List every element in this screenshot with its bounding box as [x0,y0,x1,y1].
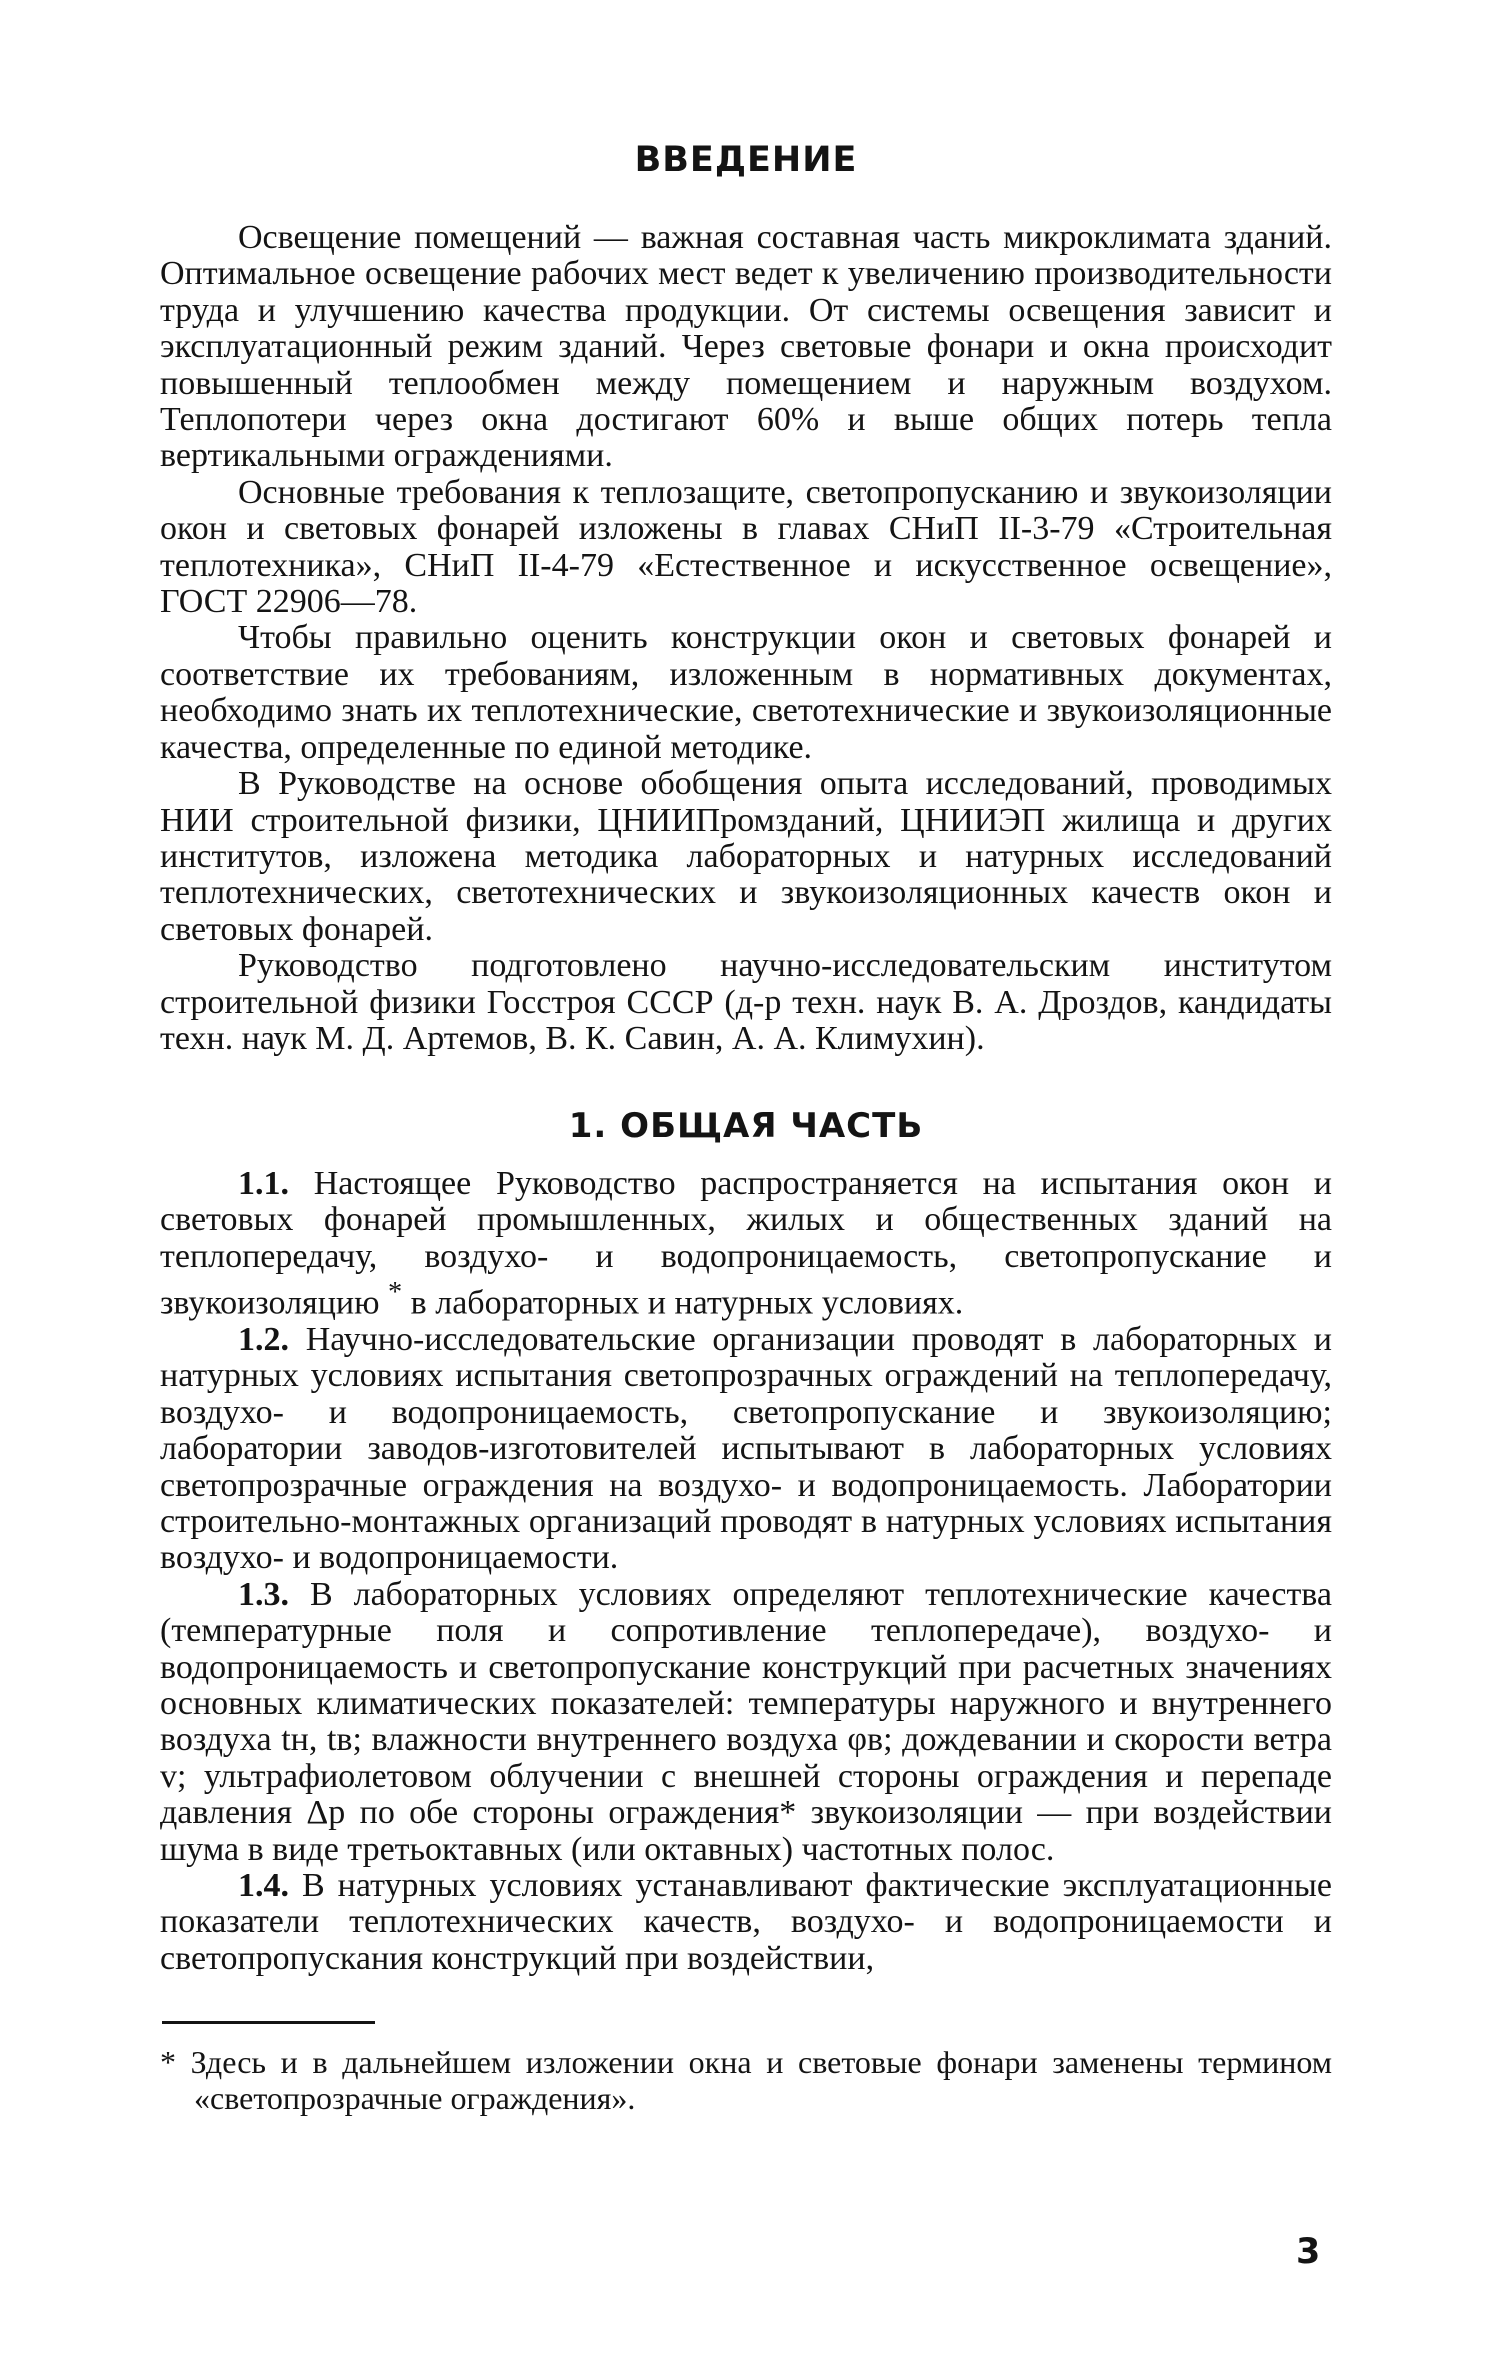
footnote-marker: * [388,1277,403,1309]
clause-1-2 [160,1322,1332,1577]
page-number: 3 [1296,2232,1321,2272]
general-section-heading: 1. ОБЩАЯ ЧАСТЬ [568,1106,924,1146]
intro-section [160,220,1332,1057]
intro-paragraph-1: Освещение помещений — важная составная часть микроклимата зданий. Оптимальное освещение рабочих мест ведет к увеличению производительности труда и улучшению качества продукции. От системы освещения зависит и эксплуатационный режим зданий. Через световые фонари и окна происходит повышенный теплообмен между помещением и наружным воздухом. Теплопотери через окна достигают 60% и выше общих потерь тепла вертикальными ограждениями. [160,219,1332,475]
footnote [160,2044,1332,2116]
intro-paragraph-4: В Руководстве на основе обобщения опыта исследований, проводимых НИИ строительной физики, ЦНИИПромзданий, ЦНИИЭП жилища и других институтов, изложена методика лабораторных и натурных исследований теплотехнических, светотехнических и звукоизоляционных качеств окон и световых фонарей. [160,765,1332,948]
general-section [160,1166,1332,1977]
footnote-divider [162,2021,375,2024]
clause-number: 1.4. [238,1867,289,1905]
clause-number: 1.2. [238,1320,289,1358]
intro-paragraph-5: Руководство подготовлено научно-исследовательским институтом строительной физики Госстроя СССР (д-р техн. наук В. А. Дроздов, кандидаты техн. наук М. Д. Артемов, В. К. Савин, А. А. Климухин). [160,947,1332,1057]
clause-1-4 [160,1868,1332,1977]
clause-text: Научно-исследовательские организации проводят в лабораторных и натурных условиях испытания светопрозрачных ограждений на теплопередачу, воздухо- и водопроницаемость, светопропускание и звукоизоляцию; лаборатории заводов-изготовителей испытывают в лабораторных условиях светопрозрачные ограждения на воздухо- и водопроницаемость. Лаборатории строительно-монтажных организаций проводят в натурных условиях испытания воздухо- и водопроницаемости. [160,1320,1332,1577]
clause-text: В лабораторных условиях определяют теплотехнические качества (температурные поля и сопротивление теплопередаче), воздухо- и водопроницаемость и светопропускание конструкций при расчетных значениях основных климатических показателей: температуры наружного и внутреннего воздуха tн, tв; влажности внутреннего воздуха φв; дождевании и скорости ветра v; ультрафиолетовом облучении с внешней стороны ограждения и перепаде давления Δp по обе стороны ограждения* звукоизоляции — при воздействии шума в виде третьоктавных (или октавных) частотных полос. [160,1575,1332,1868]
clause-text: в лабораторных и натурных условиях. [410,1284,964,1322]
clause-number: 1.3. [238,1575,289,1613]
intro-paragraph-2: Основные требования к теплозащите, светопропусканию и звукоизоляции окон и световых фонарей изложены в главах СНиП II-3-79 «Строительная теплотехника», СНиП II-4-79 «Естественное и искусственное освещение», ГОСТ 22906—78. [160,473,1332,621]
clause-1-1 [160,1166,1332,1322]
intro-paragraph-3: Чтобы правильно оценить конструкции окон и световых фонарей и соответствие их требованиям, изложенным в нормативных документах, необходимо знать их теплотехнические, светотехнические и звукоизоляционные качества, определенные по единой методике. [160,619,1332,766]
footnote-text: * Здесь и в дальнейшем изложении окна и световые фонари заменены термином «светопрозрачные ограждения». [160,2044,1332,2116]
clause-number: 1.1. [238,1165,289,1202]
clause-text: В натурных условиях устанавливают фактические эксплуатационные показатели теплотехнических качеств, воздухо- и водопроницаемости и светопропускания конструкций при воздействии, [160,1867,1332,1977]
clause-1-3 [160,1577,1332,1868]
intro-heading: ВВЕДЕНИЕ [634,140,858,180]
clause-text: Настоящее Руководство распространяется на испытания окон и световых фонарей промышленных, жилых и общественных зданий на теплопередачу, воздухо- и водопроницаемость, светопропускание и звукоизоляцию [160,1165,1333,1322]
